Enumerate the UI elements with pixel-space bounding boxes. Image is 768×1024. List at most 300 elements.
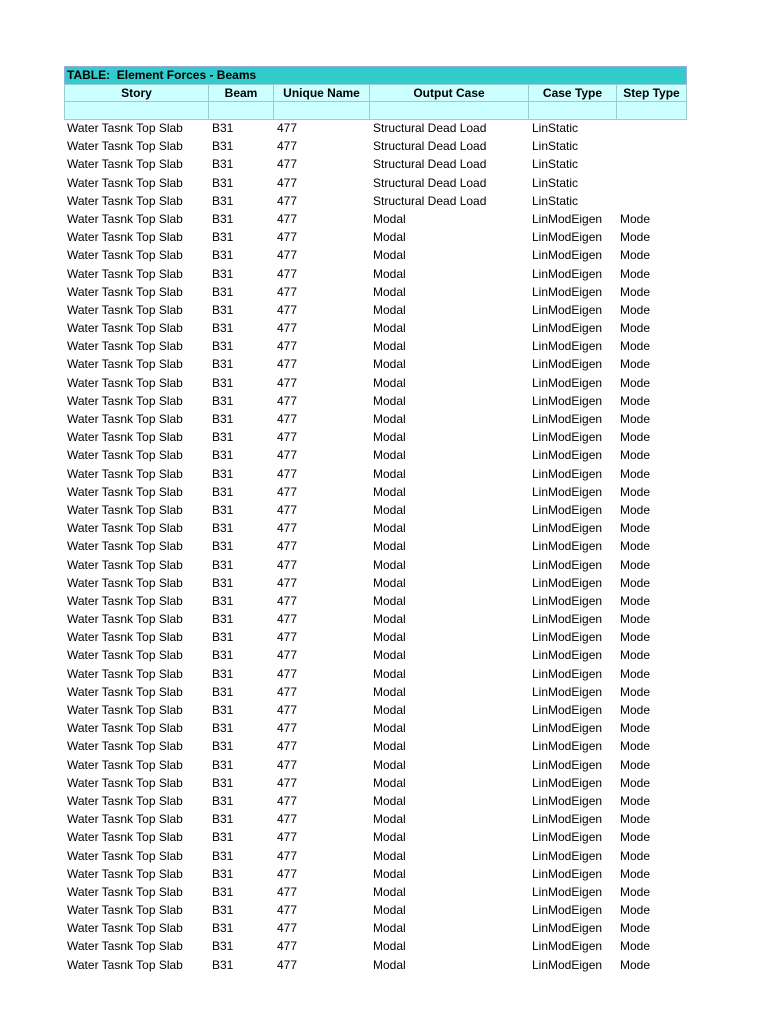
cell-case-type[interactable]: LinModEigen: [532, 502, 603, 517]
cell-case-type[interactable]: LinModEigen: [532, 284, 603, 299]
cell-case-type[interactable]: LinModEigen: [532, 648, 603, 663]
cell-beam[interactable]: B31: [212, 412, 234, 426]
cell-output-case[interactable]: Modal: [373, 721, 406, 736]
cell-beam[interactable]: B31: [212, 630, 234, 645]
table-row: [64, 174, 687, 192]
cell-beam[interactable]: B31: [212, 211, 234, 226]
cell-output-case[interactable]: Modal: [373, 957, 406, 972]
cell-case-type[interactable]: LinModEigen: [532, 884, 603, 899]
cell-output-case[interactable]: Modal: [373, 757, 406, 772]
cell-unique-name[interactable]: 477: [277, 302, 298, 317]
cell-step-type[interactable]: Mode: [620, 793, 651, 808]
cell-unique-name[interactable]: 477: [277, 357, 298, 372]
cell-story[interactable]: Water Tasnk Top Slab: [67, 484, 183, 499]
cell-story[interactable]: Water Tasnk Top Slab: [67, 248, 183, 263]
cell-beam[interactable]: B31: [212, 903, 234, 918]
cell-case-type[interactable]: LinModEigen: [532, 448, 603, 463]
cell-beam[interactable]: B31: [212, 466, 234, 481]
cell-unique-name[interactable]: 477: [277, 393, 298, 408]
cell-step-type[interactable]: Mode: [620, 284, 651, 299]
cell-case-type[interactable]: LinStatic: [532, 193, 579, 208]
cell-story[interactable]: Water Tasnk Top Slab: [67, 321, 183, 336]
cell-story[interactable]: Water Tasnk Top Slab: [67, 521, 183, 536]
cell-beam[interactable]: B31: [212, 557, 234, 572]
cell-case-type[interactable]: LinModEigen: [532, 393, 603, 408]
cell-unique-name[interactable]: 477: [277, 375, 298, 390]
cell-output-case[interactable]: Modal: [373, 211, 406, 226]
cell-step-type[interactable]: Mode: [620, 812, 651, 827]
cell-step-type[interactable]: Mode: [620, 412, 651, 426]
cell-case-type[interactable]: LinModEigen: [532, 321, 603, 336]
cell-step-type[interactable]: Mode: [620, 521, 651, 536]
cell-unique-name[interactable]: 477: [277, 830, 298, 845]
units-cell[interactable]: [529, 102, 617, 120]
cell-output-case[interactable]: Modal: [373, 339, 406, 354]
cell-story[interactable]: Water Tasnk Top Slab: [67, 830, 183, 845]
cell-unique-name[interactable]: 477: [277, 193, 298, 208]
cell-story[interactable]: Water Tasnk Top Slab: [67, 866, 183, 881]
cell-unique-name[interactable]: 477: [277, 248, 298, 263]
cell-story[interactable]: Water Tasnk Top Slab: [67, 157, 183, 172]
cell-story[interactable]: Water Tasnk Top Slab: [67, 502, 183, 517]
cell-step-type[interactable]: [617, 137, 687, 155]
cell-beam[interactable]: B31: [212, 739, 234, 754]
cell-beam[interactable]: B31: [212, 575, 234, 590]
cell-story[interactable]: Water Tasnk Top Slab: [67, 848, 183, 863]
cell-step-type[interactable]: Mode: [620, 393, 651, 408]
cell-beam[interactable]: B31: [212, 703, 234, 717]
cell-case-type[interactable]: LinStatic: [532, 121, 579, 135]
units-cell[interactable]: [370, 102, 529, 120]
cell-unique-name[interactable]: 477: [277, 175, 298, 190]
cell-step-type[interactable]: Mode: [620, 339, 651, 354]
cell-beam[interactable]: B31: [212, 866, 234, 881]
cell-step-type[interactable]: Mode: [620, 666, 651, 681]
cell-output-case[interactable]: Modal: [373, 703, 406, 717]
cell-output-case[interactable]: Modal: [373, 375, 406, 390]
cell-beam[interactable]: B31: [212, 666, 234, 681]
cell-output-case[interactable]: Modal: [373, 575, 406, 590]
cell-unique-name[interactable]: 477: [277, 648, 298, 663]
cell-step-type[interactable]: Mode: [620, 957, 651, 972]
cell-step-type[interactable]: Mode: [620, 321, 651, 336]
cell-unique-name[interactable]: 477: [277, 266, 298, 281]
cell-output-case[interactable]: Modal: [373, 430, 406, 445]
cell-unique-name[interactable]: 477: [277, 575, 298, 590]
cell-step-type[interactable]: Mode: [620, 848, 651, 863]
cell-beam[interactable]: B31: [212, 921, 234, 936]
cell-story[interactable]: Water Tasnk Top Slab: [67, 775, 183, 790]
cell-output-case[interactable]: Modal: [373, 793, 406, 808]
cell-step-type[interactable]: Mode: [620, 248, 651, 263]
cell-output-case[interactable]: Modal: [373, 612, 406, 627]
cell-beam[interactable]: B31: [212, 775, 234, 790]
cell-case-type[interactable]: LinModEigen: [532, 793, 603, 808]
cell-story[interactable]: Water Tasnk Top Slab: [67, 721, 183, 736]
cell-beam[interactable]: B31: [212, 284, 234, 299]
cell-beam[interactable]: B31: [212, 157, 234, 172]
cell-step-type[interactable]: Mode: [620, 703, 651, 717]
cell-step-type[interactable]: Mode: [620, 866, 651, 881]
cell-unique-name[interactable]: 477: [277, 866, 298, 881]
column-header-output-case[interactable]: Output Case: [370, 84, 529, 102]
cell-output-case[interactable]: Modal: [373, 393, 406, 408]
cell-beam[interactable]: B31: [212, 193, 234, 208]
cell-beam[interactable]: B31: [212, 939, 234, 954]
cell-unique-name[interactable]: 477: [277, 630, 298, 645]
cell-output-case[interactable]: Modal: [373, 884, 406, 899]
cell-story[interactable]: Water Tasnk Top Slab: [67, 593, 183, 608]
cell-beam[interactable]: B31: [212, 539, 234, 554]
cell-step-type[interactable]: Mode: [620, 357, 651, 372]
cell-output-case[interactable]: Modal: [373, 448, 406, 463]
cell-unique-name[interactable]: 477: [277, 321, 298, 336]
cell-unique-name[interactable]: 477: [277, 757, 298, 772]
cell-case-type[interactable]: LinModEigen: [532, 939, 603, 954]
cell-step-type[interactable]: [617, 119, 687, 137]
cell-beam[interactable]: B31: [212, 684, 234, 699]
cell-unique-name[interactable]: 477: [277, 884, 298, 899]
cell-story[interactable]: Water Tasnk Top Slab: [67, 684, 183, 699]
cell-output-case[interactable]: Modal: [373, 557, 406, 572]
cell-story[interactable]: Water Tasnk Top Slab: [67, 466, 183, 481]
cell-step-type[interactable]: Mode: [620, 448, 651, 463]
cell-story[interactable]: Water Tasnk Top Slab: [67, 302, 183, 317]
cell-story[interactable]: Water Tasnk Top Slab: [67, 412, 183, 426]
cell-story[interactable]: Water Tasnk Top Slab: [67, 339, 183, 354]
cell-beam[interactable]: B31: [212, 957, 234, 972]
cell-step-type[interactable]: Mode: [620, 648, 651, 663]
cell-case-type[interactable]: LinModEigen: [532, 812, 603, 827]
cell-output-case[interactable]: Structural Dead Load: [373, 139, 487, 154]
cell-step-type[interactable]: Mode: [620, 375, 651, 390]
cell-story[interactable]: Water Tasnk Top Slab: [67, 448, 183, 463]
cell-unique-name[interactable]: 477: [277, 211, 298, 226]
cell-case-type[interactable]: LinModEigen: [532, 866, 603, 881]
table-row: [64, 901, 687, 919]
cell-output-case[interactable]: Modal: [373, 284, 406, 299]
cell-unique-name[interactable]: 477: [277, 812, 298, 827]
cell-unique-name[interactable]: 477: [277, 139, 298, 154]
cell-story[interactable]: Water Tasnk Top Slab: [67, 957, 183, 972]
cell-step-type[interactable]: Mode: [620, 721, 651, 736]
cell-unique-name[interactable]: 477: [277, 793, 298, 808]
cell-beam[interactable]: B31: [212, 375, 234, 390]
cell-story[interactable]: Water Tasnk Top Slab: [67, 284, 183, 299]
cell-case-type[interactable]: LinModEigen: [532, 339, 603, 354]
cell-beam[interactable]: B31: [212, 830, 234, 845]
cell-beam[interactable]: B31: [212, 230, 234, 245]
cell-output-case[interactable]: Modal: [373, 739, 406, 754]
cell-beam[interactable]: B31: [212, 648, 234, 663]
cell-step-type[interactable]: Mode: [620, 302, 651, 317]
cell-output-case[interactable]: Modal: [373, 248, 406, 263]
cell-story[interactable]: Water Tasnk Top Slab: [67, 211, 183, 226]
cell-case-type[interactable]: LinModEigen: [532, 757, 603, 772]
cell-step-type[interactable]: Mode: [620, 539, 651, 554]
cell-output-case[interactable]: Modal: [373, 830, 406, 845]
cell-output-case[interactable]: Modal: [373, 630, 406, 645]
cell-beam[interactable]: B31: [212, 593, 234, 608]
cell-step-type[interactable]: Mode: [620, 775, 651, 790]
cell-story[interactable]: Water Tasnk Top Slab: [67, 430, 183, 445]
cell-unique-name[interactable]: 477: [277, 502, 298, 517]
cell-step-type[interactable]: Mode: [620, 630, 651, 645]
cell-unique-name[interactable]: 477: [277, 339, 298, 354]
column-header-unique-name[interactable]: Unique Name: [274, 84, 370, 102]
cell-story[interactable]: Water Tasnk Top Slab: [67, 230, 183, 245]
cell-output-case[interactable]: Modal: [373, 321, 406, 336]
cell-story[interactable]: Water Tasnk Top Slab: [67, 812, 183, 827]
cell-case-type[interactable]: LinModEigen: [532, 466, 603, 481]
cell-case-type[interactable]: LinModEigen: [532, 557, 603, 572]
cell-case-type[interactable]: LinModEigen: [532, 848, 603, 863]
cell-output-case[interactable]: Modal: [373, 266, 406, 281]
cell-beam[interactable]: B31: [212, 339, 234, 354]
cell-unique-name[interactable]: 477: [277, 430, 298, 445]
cell-step-type[interactable]: Mode: [620, 903, 651, 918]
table-row: [64, 792, 687, 810]
cell-output-case[interactable]: Structural Dead Load: [373, 121, 487, 135]
cell-beam[interactable]: B31: [212, 502, 234, 517]
cell-output-case[interactable]: Modal: [373, 775, 406, 790]
table-row: [64, 701, 687, 719]
cell-step-type[interactable]: Mode: [620, 557, 651, 572]
cell-unique-name[interactable]: 477: [277, 284, 298, 299]
cell-case-type[interactable]: LinModEigen: [532, 721, 603, 736]
cell-unique-name[interactable]: 477: [277, 721, 298, 736]
cell-beam[interactable]: B31: [212, 302, 234, 317]
cell-story[interactable]: Water Tasnk Top Slab: [67, 793, 183, 808]
cell-output-case[interactable]: Modal: [373, 412, 406, 426]
cell-story[interactable]: Water Tasnk Top Slab: [67, 393, 183, 408]
cell-beam[interactable]: B31: [212, 484, 234, 499]
cell-story[interactable]: Water Tasnk Top Slab: [67, 884, 183, 899]
cell-case-type[interactable]: LinStatic: [532, 175, 579, 190]
cell-output-case[interactable]: Modal: [373, 484, 406, 499]
cell-unique-name[interactable]: 477: [277, 121, 298, 135]
cell-output-case[interactable]: Modal: [373, 866, 406, 881]
cell-story[interactable]: Water Tasnk Top Slab: [67, 903, 183, 918]
cell-beam[interactable]: B31: [212, 757, 234, 772]
column-header-story[interactable]: Story: [64, 84, 209, 102]
cell-unique-name[interactable]: 477: [277, 666, 298, 681]
cell-unique-name[interactable]: 477: [277, 157, 298, 172]
cell-output-case[interactable]: Modal: [373, 593, 406, 608]
cell-case-type[interactable]: LinModEigen: [532, 266, 603, 281]
cell-story[interactable]: Water Tasnk Top Slab: [67, 575, 183, 590]
cell-output-case[interactable]: Modal: [373, 466, 406, 481]
table-row: [64, 337, 687, 355]
cell-unique-name[interactable]: 477: [277, 484, 298, 499]
cell-beam[interactable]: B31: [212, 357, 234, 372]
cell-output-case[interactable]: Modal: [373, 521, 406, 536]
cell-output-case[interactable]: Modal: [373, 230, 406, 245]
cell-case-type[interactable]: LinModEigen: [532, 921, 603, 936]
cell-step-type[interactable]: Mode: [620, 211, 651, 226]
cell-case-type[interactable]: LinModEigen: [532, 430, 603, 445]
cell-story[interactable]: Water Tasnk Top Slab: [67, 703, 183, 717]
cell-case-type[interactable]: LinModEigen: [532, 211, 603, 226]
cell-beam[interactable]: B31: [212, 248, 234, 263]
cell-output-case[interactable]: Modal: [373, 684, 406, 699]
cell-output-case[interactable]: Structural Dead Load: [373, 193, 487, 208]
cell-story[interactable]: Water Tasnk Top Slab: [67, 757, 183, 772]
column-header-case-type[interactable]: Case Type: [529, 84, 617, 102]
cell-case-type[interactable]: LinModEigen: [532, 248, 603, 263]
cell-unique-name[interactable]: 477: [277, 739, 298, 754]
cell-unique-name[interactable]: 477: [277, 521, 298, 536]
cell-unique-name[interactable]: 477: [277, 466, 298, 481]
cell-case-type[interactable]: LinModEigen: [532, 412, 603, 426]
cell-case-type[interactable]: LinModEigen: [532, 903, 603, 918]
cell-case-type[interactable]: LinModEigen: [532, 521, 603, 536]
cell-beam[interactable]: B31: [212, 848, 234, 863]
cell-beam[interactable]: B31: [212, 521, 234, 536]
cell-unique-name[interactable]: 477: [277, 775, 298, 790]
cell-output-case[interactable]: Modal: [373, 648, 406, 663]
cell-case-type[interactable]: LinModEigen: [532, 593, 603, 608]
cell-unique-name[interactable]: 477: [277, 448, 298, 463]
cell-output-case[interactable]: Modal: [373, 539, 406, 554]
cell-story[interactable]: Water Tasnk Top Slab: [67, 612, 183, 627]
cell-unique-name[interactable]: 477: [277, 539, 298, 554]
cell-unique-name[interactable]: 477: [277, 903, 298, 918]
column-header-beam[interactable]: Beam: [209, 84, 274, 102]
cell-case-type[interactable]: LinModEigen: [532, 684, 603, 699]
cell-step-type[interactable]: Mode: [620, 939, 651, 954]
cell-case-type[interactable]: LinModEigen: [532, 302, 603, 317]
cell-step-type[interactable]: [617, 192, 687, 210]
cell-case-type[interactable]: LinModEigen: [532, 630, 603, 645]
cell-step-type[interactable]: Mode: [620, 430, 651, 445]
cell-output-case[interactable]: Modal: [373, 903, 406, 918]
cell-step-type[interactable]: Mode: [620, 684, 651, 699]
cell-case-type[interactable]: LinModEigen: [532, 612, 603, 627]
cell-output-case[interactable]: Structural Dead Load: [373, 157, 487, 172]
cell-unique-name[interactable]: 477: [277, 957, 298, 972]
cell-step-type[interactable]: Mode: [620, 230, 651, 245]
cell-unique-name[interactable]: 477: [277, 939, 298, 954]
cell-output-case[interactable]: Modal: [373, 921, 406, 936]
units-cell[interactable]: [64, 102, 209, 120]
cell-beam[interactable]: B31: [212, 793, 234, 808]
cell-case-type[interactable]: LinModEigen: [532, 830, 603, 845]
cell-beam[interactable]: B31: [212, 321, 234, 336]
cell-story[interactable]: Water Tasnk Top Slab: [67, 539, 183, 554]
cell-story[interactable]: Water Tasnk Top Slab: [67, 375, 183, 390]
column-header-step-type[interactable]: Step Type: [617, 84, 687, 102]
cell-case-type[interactable]: LinModEigen: [532, 357, 603, 372]
cell-step-type[interactable]: Mode: [620, 921, 651, 936]
cell-beam[interactable]: B31: [212, 139, 234, 154]
cell-story[interactable]: Water Tasnk Top Slab: [67, 557, 183, 572]
cell-unique-name[interactable]: 477: [277, 684, 298, 699]
cell-output-case[interactable]: Modal: [373, 357, 406, 372]
cell-step-type[interactable]: Mode: [620, 739, 651, 754]
cell-output-case[interactable]: Modal: [373, 666, 406, 681]
cell-unique-name[interactable]: 477: [277, 921, 298, 936]
cell-story[interactable]: Water Tasnk Top Slab: [67, 648, 183, 663]
cell-unique-name[interactable]: 477: [277, 412, 298, 426]
cell-step-type[interactable]: Mode: [620, 593, 651, 608]
cell-step-type[interactable]: [617, 174, 687, 192]
cell-case-type[interactable]: LinModEigen: [532, 666, 603, 681]
cell-beam[interactable]: B31: [212, 175, 234, 190]
cell-step-type[interactable]: Mode: [620, 484, 651, 499]
cell-case-type[interactable]: LinStatic: [532, 157, 579, 172]
cell-output-case[interactable]: Modal: [373, 502, 406, 517]
cell-unique-name[interactable]: 477: [277, 593, 298, 608]
cell-beam[interactable]: B31: [212, 812, 234, 827]
cell-step-type[interactable]: Mode: [620, 266, 651, 281]
cell-step-type[interactable]: Mode: [620, 502, 651, 517]
cell-story[interactable]: Water Tasnk Top Slab: [67, 921, 183, 936]
cell-case-type[interactable]: LinStatic: [532, 139, 579, 154]
cell-story[interactable]: Water Tasnk Top Slab: [67, 939, 183, 954]
cell-case-type[interactable]: LinModEigen: [532, 375, 603, 390]
cell-story[interactable]: Water Tasnk Top Slab: [67, 630, 183, 645]
cell-step-type[interactable]: [617, 155, 687, 173]
cell-story[interactable]: Water Tasnk Top Slab: [67, 739, 183, 754]
cell-beam[interactable]: B31: [212, 430, 234, 445]
cell-beam[interactable]: B31: [212, 612, 234, 627]
units-cell[interactable]: [274, 102, 370, 120]
cell-beam[interactable]: B31: [212, 884, 234, 899]
cell-unique-name[interactable]: 477: [277, 612, 298, 627]
cell-story[interactable]: Water Tasnk Top Slab: [67, 266, 183, 281]
cell-story[interactable]: Water Tasnk Top Slab: [67, 121, 183, 135]
cell-step-type[interactable]: Mode: [620, 612, 651, 627]
cell-case-type[interactable]: LinModEigen: [532, 230, 603, 245]
cell-case-type[interactable]: LinModEigen: [532, 775, 603, 790]
cell-unique-name[interactable]: 477: [277, 848, 298, 863]
cell-case-type[interactable]: LinModEigen: [532, 539, 603, 554]
cell-output-case[interactable]: Modal: [373, 302, 406, 317]
cell-story[interactable]: Water Tasnk Top Slab: [67, 357, 183, 372]
cell-story[interactable]: Water Tasnk Top Slab: [67, 666, 183, 681]
cell-beam[interactable]: B31: [212, 121, 234, 135]
cell-beam[interactable]: B31: [212, 721, 234, 736]
cell-case-type[interactable]: LinModEigen: [532, 739, 603, 754]
cell-beam[interactable]: B31: [212, 266, 234, 281]
cell-step-type[interactable]: Mode: [620, 466, 651, 481]
cell-output-case[interactable]: Modal: [373, 812, 406, 827]
cell-case-type[interactable]: LinModEigen: [532, 703, 603, 717]
cell-unique-name[interactable]: 477: [277, 230, 298, 245]
cell-unique-name[interactable]: 477: [277, 703, 298, 717]
cell-output-case[interactable]: Modal: [373, 939, 406, 954]
cell-step-type[interactable]: Mode: [620, 884, 651, 899]
units-cell[interactable]: [209, 102, 274, 120]
cell-output-case[interactable]: Modal: [373, 848, 406, 863]
cell-beam[interactable]: B31: [212, 393, 234, 408]
table-row: [64, 519, 687, 537]
cell-case-type[interactable]: LinModEigen: [532, 957, 603, 972]
cell-story[interactable]: Water Tasnk Top Slab: [67, 193, 183, 208]
cell-story[interactable]: Water Tasnk Top Slab: [67, 175, 183, 190]
cell-case-type[interactable]: LinModEigen: [532, 575, 603, 590]
cell-case-type[interactable]: LinModEigen: [532, 484, 603, 499]
cell-step-type[interactable]: Mode: [620, 575, 651, 590]
cell-unique-name[interactable]: 477: [277, 557, 298, 572]
cell-story[interactable]: Water Tasnk Top Slab: [67, 139, 183, 154]
cell-step-type[interactable]: Mode: [620, 830, 651, 845]
units-cell[interactable]: [617, 102, 687, 120]
cell-step-type[interactable]: Mode: [620, 757, 651, 772]
cell-beam[interactable]: B31: [212, 448, 234, 463]
cell-output-case[interactable]: Structural Dead Load: [373, 175, 487, 190]
